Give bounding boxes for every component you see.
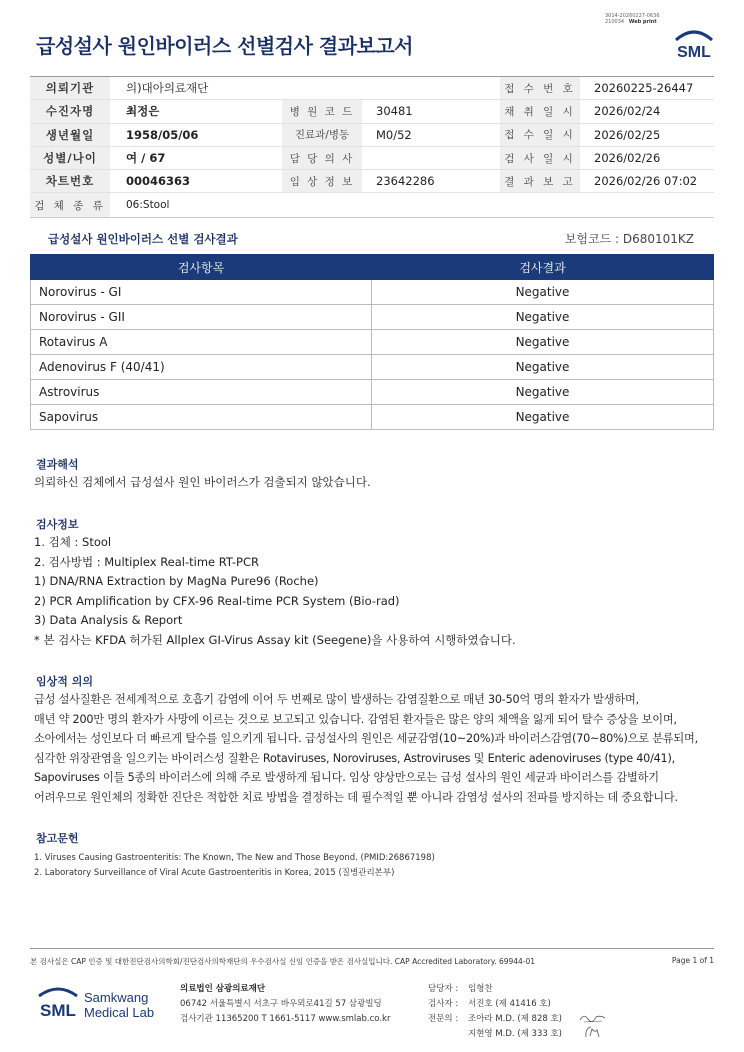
info-row-sex-age: 성별/나이 여 / 67 담 당 의 사 검 사 일 시 2026/02/26 bbox=[30, 147, 714, 170]
svg-text:Samkwang: Samkwang bbox=[84, 990, 149, 1005]
interpretation-heading: 결과해석 bbox=[36, 458, 79, 471]
results-header-item: 검사항목 bbox=[31, 255, 372, 280]
svg-text:SML: SML bbox=[40, 1001, 76, 1020]
table-row: Adenovirus F (40/41) Negative bbox=[31, 355, 714, 380]
test-info-list: 1. 검체 : Stool 2. 검사방법 : Multiplex Real-time RT-PCR 1) DNA/RNA Extraction by MagNa Pure96 (Roche) 2) PCR Amplification by CFX-96 Real-time PCR System (Bio-rad) 3) Data Analysis & Report * 본 검사는 KFDA 허가된 Allplex GI-Virus Assay kit (Seegene)을 사용하여 시행하였습니다. bbox=[34, 535, 516, 647]
signature-2 bbox=[582, 1024, 604, 1044]
samkwang-logo bbox=[36, 980, 166, 1030]
info-row-institution: 의뢰기관 의)대아의료재단 접 수 번 호 20260225-26447 bbox=[30, 77, 714, 100]
organization-info: 의료법인 삼광의료재단 06742 서울특별시 서초구 바우뫼로41길 57 삼광빌딩 검사기관 11365200 T 1661-5117 www.smlab.co.kr bbox=[180, 984, 391, 1024]
results-section-title: 급성설사 원인바이러스 선별 검사결과 bbox=[48, 232, 238, 246]
results-header-result: 검사결과 bbox=[372, 255, 714, 280]
table-row: Norovirus - GII Negative bbox=[31, 305, 714, 330]
table-row: Norovirus - GI Negative bbox=[31, 280, 714, 305]
footer-divider bbox=[30, 948, 714, 949]
staff-signatures: 담당자 : 임형찬 검사자 : 서진호 (제 41416 호) 전문의 : 조아라 M.D. (제 828 호) 지현영 M.D. (제 333 호) bbox=[428, 984, 563, 1039]
page-number: Page 1 of 1 bbox=[671, 956, 714, 965]
info-row-specimen: 검 체 종 류 06:Stool bbox=[30, 193, 714, 216]
print-id: 3014-20260227-0636 210034 Web print bbox=[605, 13, 660, 25]
references-list: 1. Viruses Causing Gastroenteritis: The Known, The New and Those Beyond. (PMID:26867198) 2. Laboratory Surveillance of Viral Acute Gastroenteritis in Korea, 2015 (질병관리본부) bbox=[34, 853, 435, 878]
clinical-heading: 임상적 의의 bbox=[36, 675, 93, 688]
page-title: 급성설사 원인바이러스 선별검사 결과보고서 bbox=[36, 34, 413, 58]
info-row-chart-number: 차트번호 00046363 임 상 정 보 23642286 결 과 보 고 2026/02/26 07:02 bbox=[30, 170, 714, 193]
interpretation-text: 의뢰하신 검체에서 급성설사 원인 바이러스가 검출되지 않았습니다. bbox=[34, 475, 371, 489]
references-heading: 참고문헌 bbox=[36, 832, 79, 845]
table-row: Rotavirus A Negative bbox=[31, 330, 714, 355]
accreditation-note: 본 검사실은 CAP 인증 및 대한진단검사의학회/진단검사의학재단의 우수검사실 신임 인증을 받은 검사실입니다. CAP Accredited Laboratory. 69944-01 bbox=[30, 957, 536, 966]
info-row-patient-name: 수진자명 최정은 병 원 코 드 30481 채 취 일 시 2026/02/24 bbox=[30, 100, 714, 123]
patient-info-table bbox=[30, 76, 714, 218]
table-row: Astrovirus Negative bbox=[31, 380, 714, 405]
sml-logo bbox=[672, 26, 716, 66]
table-row: Sapovirus Negative bbox=[31, 405, 714, 430]
results-table bbox=[30, 254, 714, 430]
svg-text:Medical Lab: Medical Lab bbox=[84, 1005, 155, 1020]
clinical-text: 급성 설사질환은 전세계적으로 호흡기 감염에 이어 두 번째로 많이 발생하는 감염질환으로 매년 30-50억 명의 환자가 발생하며, 매년 약 200만 명의 환자가 사망에 이르는 것으로 보고되고 있습니다. 감염된 환자들은 많은 양의 체액을 잃게 되어 탈수 증상을 보이며, 소아에서는 성인보다 더 빠르게 탈수를 일으키게 됩니다. 급성설사의 원인은 세균감염(10~20%)과 바이러스감염(70~80%)으로 분류되며, 심각한 위장관염을 일으키는 바이러스성 질환은 Rotaviruses, Noroviruses, Astroviruses 및 Enteric adenoviruses (type 40/41), Sapoviruses 이들 5종의 바이러스에 의해 주로 발생하게 됩니다. 임상 양상만으로는 급성 설사의 원인 세균과 바이러스를 감별하기 어려우므로 원인체의 정확한 진단은 적합한 치료 방법을 결정하는 데 필수적일 뿐 아니라 감염성 설사의 전파를 방지하는 데 중요합니다. bbox=[34, 693, 698, 804]
svg-text:SML: SML bbox=[677, 44, 711, 61]
test-info-heading: 검사정보 bbox=[36, 518, 79, 531]
insurance-code: 보험코드 : D680101KZ bbox=[564, 232, 694, 246]
info-row-birthdate: 생년월일 1958/05/06 진료과/병동 M0/52 접 수 일 시 2026/02/25 bbox=[30, 124, 714, 147]
